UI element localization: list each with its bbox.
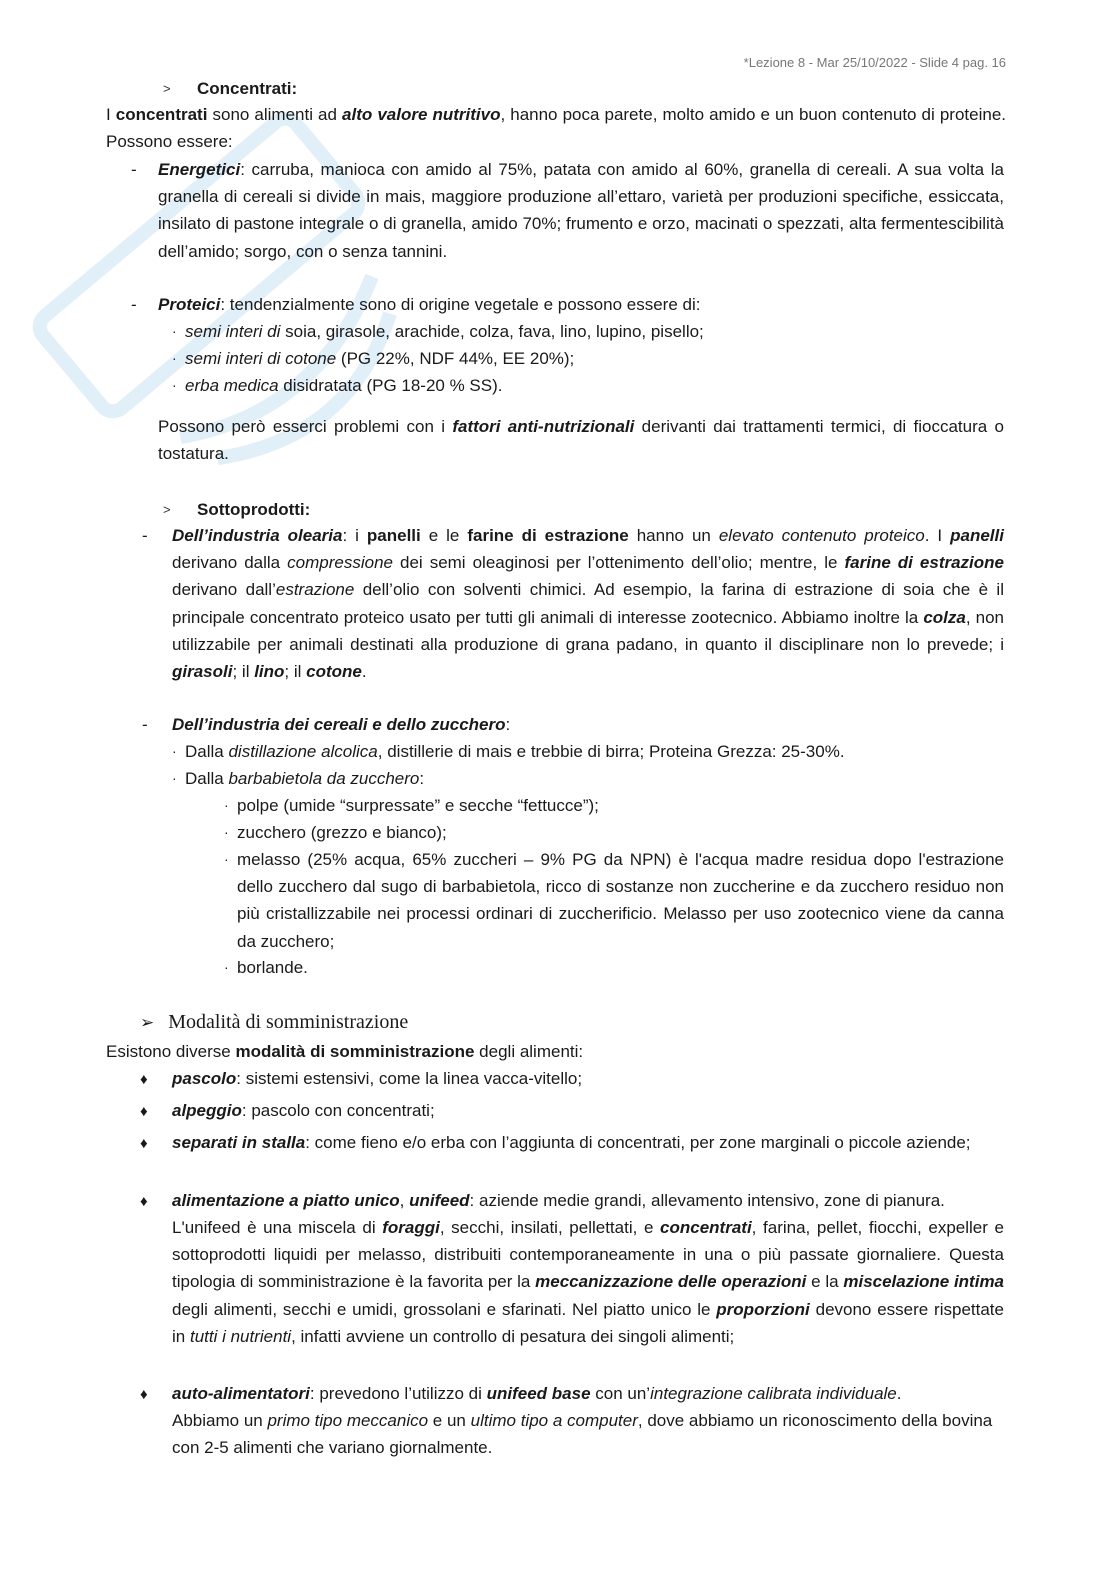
list-item-borlande: borlande. [237, 958, 308, 977]
list-item-separati-in-stalla: separati in stalla: come fieno e/o erba con l’aggiunta di concentrati, per zone marginali o piccole aziende; [172, 1133, 971, 1152]
dot-bullet: · [172, 323, 177, 339]
paragraph-auto-alimentatori-detail: Abbiamo un primo tipo meccanico e un ultimo tipo a computer, dove abbiamo un riconoscimento della bovina con 2-5 alimenti che variano giornalmente. [172, 1411, 993, 1458]
diamond-bullet-icon: ♦ [140, 1135, 148, 1152]
list-item-distillazione: Dalla distillazione alcolica, distillerie di mais e trebbie di birra; Proteina Grezza: 25-30%. [185, 742, 845, 761]
paragraph-unifeed-description: L'unifeed è una miscela di foraggi, secchi, insilati, pellettati, e concentrati, farina, pellet, fiocchi, expeller e sottoprodotti liquidi per melasso, distribuiti contemporaneamente in una o più passate giornaliere. Questa tipologia di somministrazione è la favorita per la meccanizzazione delle operazioni e la miscelazione intima degli alimenti, secchi e umidi, grossolani e sfarinati. Nel piatto unico le proporzioni devono essere rispettate in tutti i nutrienti, infatti avviene un controllo di pesatura dei singoli alimenti; [172, 1218, 1005, 1346]
list-item-erba-medica: erba medica disidratata (PG 18-20 % SS). [185, 376, 503, 395]
heading-sottoprodotti: Sottoprodotti: [197, 500, 311, 519]
dash-bullet: - [131, 160, 137, 179]
list-item-industria-olearia: Dell’industria olearia: i panelli e le farine di estrazione hanno un elevato contenuto proteico. I panelli derivano dalla compressione dei semi oleaginosi per l’ottenimento dell’olio; mentre, le farine di estrazione derivano dall’estrazione dell’olio con solventi chimici. Ad esempio, la farina di estrazione di soia che è il principale concentrato proteico usato per tutti gli animali di interesse zootecnico. Abbiamo inoltre la colza, non utilizzabile per animali destinati alla produzione di grana padano, in quanto il disciplinare non lo prevede; i girasoli; il lino; il cotone. [172, 526, 1004, 682]
list-item-energetici: Energetici: carruba, manioca con amido al 75%, patata con amido al 60%, granella di cereali. A sua volta la granella di cereali si divide in mais, maggiore produzione all’ettaro, varietà per produzioni specifiche, essiccata, insilato di pastone integrale o di granella, amido 70%; frumento e orzo, macinati o spezzati, alta fermentescibilità dell’amido; sorgo, con o senza tannini. [158, 160, 1004, 261]
section-heading-modalita: ➢ Modalità di somministrazione [140, 1011, 409, 1033]
dash-bullet: - [131, 295, 137, 314]
list-item-polpe: polpe (umide “surpressate” e secche “fettucce”); [237, 796, 599, 815]
list-item-zucchero: zucchero (grezzo e bianco); [237, 823, 447, 842]
paragraph-fattori-anti-nutrizionali: Possono però esserci problemi con i fattori anti-nutrizionali derivanti dai trattamenti termici, di fioccatura o tostatura. [158, 417, 1005, 464]
paragraph-modalita-intro: Esistono diverse modalità di somministrazione degli alimenti: [106, 1042, 584, 1061]
arrow-bullet-icon: ➢ [140, 1013, 155, 1033]
page-header: *Lezione 8 - Mar 25/10/2022 - Slide 4 pag. 16 [743, 55, 1006, 70]
dash-bullet: - [142, 715, 148, 734]
gt-bullet: > [163, 81, 171, 96]
diamond-bullet-icon: ♦ [140, 1386, 148, 1403]
dot-bullet: · [172, 377, 177, 393]
list-item-proteici: Proteici: tendenzialmente sono di origine vegetale e possono essere di: [158, 295, 701, 314]
list-item-melasso: melasso (25% acqua, 65% zuccheri – 9% PG da NPN) è l'acqua madre residua dopo l'estrazione dello zucchero dal sugo di barbabietola, ricco di sostanze non zuccherine e da zucchero residuo non più cristallizzabile nei processi ordinari di zuccherificio. Melasso per uso zootecnico viene da canna da zucchero; [237, 850, 1004, 951]
list-item-semi-cotone: semi interi di cotone (PG 22%, NDF 44%, EE 20%); [185, 349, 575, 368]
dot-bullet: · [224, 959, 229, 975]
diamond-bullet-icon: ♦ [140, 1193, 148, 1210]
gt-bullet: > [163, 502, 171, 517]
dot-bullet: · [224, 851, 229, 867]
diamond-bullet-icon: ♦ [140, 1071, 148, 1088]
list-item-semi-interi: semi interi di soia, girasole, arachide, colza, fava, lino, lupino, pisello; [185, 322, 704, 341]
dot-bullet: · [172, 743, 177, 759]
heading-concentrati: Concentrati: [197, 79, 298, 98]
dot-bullet: · [224, 797, 229, 813]
dot-bullet: · [172, 770, 177, 786]
list-item-auto-alimentatori: auto-alimentatori: prevedono l’utilizzo di unifeed base con un’integrazione calibrata individuale. [172, 1384, 902, 1403]
list-item-industria-cereali: Dell’industria dei cereali e dello zucchero: [172, 715, 511, 734]
paragraph-concentrati-intro: I concentrati sono alimenti ad alto valore nutritivo, hanno poca parete, molto amido e un buon contenuto di proteine. Possono essere: [106, 105, 1007, 152]
dot-bullet: · [224, 824, 229, 840]
list-item-pascolo: pascolo: sistemi estensivi, come la linea vacca-vitello; [172, 1069, 583, 1088]
list-item-unifeed: alimentazione a piatto unico, unifeed: aziende medie grandi, allevamento intensivo, zone di pianura. [172, 1191, 945, 1210]
diamond-bullet-icon: ♦ [140, 1103, 148, 1120]
list-item-alpeggio: alpeggio: pascolo con concentrati; [172, 1101, 435, 1120]
list-item-barbabietola: Dalla barbabietola da zucchero: [185, 769, 425, 788]
dot-bullet: · [172, 350, 177, 366]
dash-bullet: - [142, 526, 148, 545]
